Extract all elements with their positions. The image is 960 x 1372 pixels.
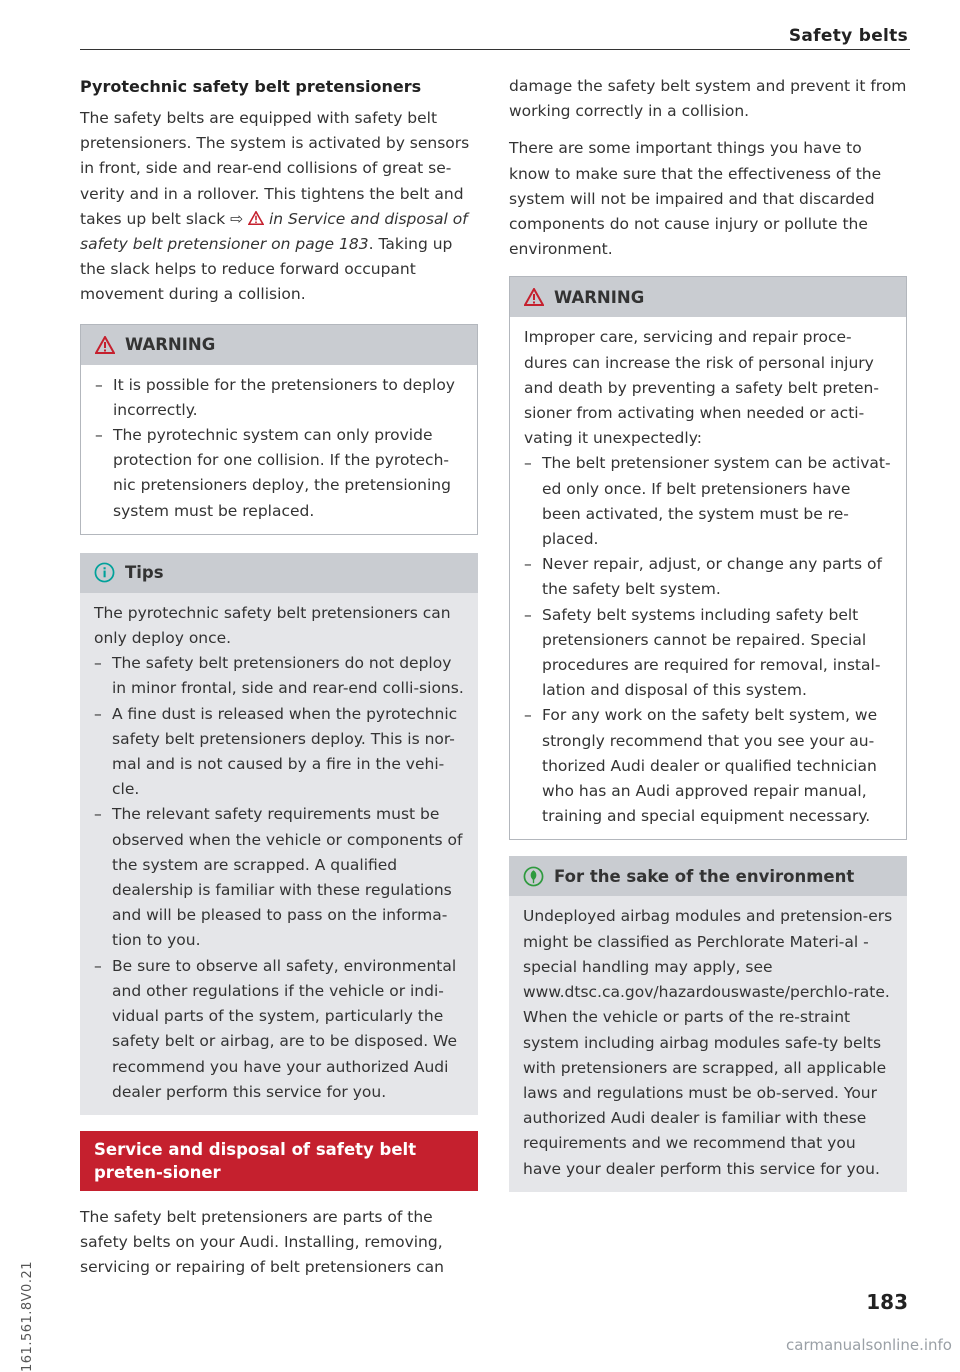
warning-body — [510, 317, 906, 839]
warning-triangle-icon — [248, 211, 264, 225]
warning-intro: Improper care, servicing and repair proce-dures can increase the risk of personal injury and death by preventing a safety belt preten-sioner from activating when needed or acti-vating it unexpectedly: — [524, 328, 879, 448]
intro-text-2: . Taking up the slack helps to reduce forward occupant movement during a collision. — [80, 235, 453, 304]
document-code — [20, 1232, 40, 1372]
tips-box — [80, 553, 478, 1115]
environment-box — [509, 856, 907, 1191]
heading-pyrotechnic: Pyrotechnic safety belt pretensioners — [80, 77, 422, 96]
list-item: – A fine dust is released when the pyrotechnic safety belt pretensioners deploy. This is nor-mal and is not caused by a fire in the vehi-cle. — [94, 702, 464, 803]
list-item: – The safety belt pretensioners do not deploy in minor frontal, side and rear-end colli-sions. — [94, 651, 464, 701]
tips-body — [80, 593, 478, 1115]
list-item: – Safety belt systems including safety belt pretensioners cannot be repaired. Special procedures are required for removal, instal-lation and disposal of this system. — [524, 603, 892, 704]
tips-header — [80, 553, 478, 593]
cross-reference-link[interactable]: in Service and disposal of safety belt pretensioner on page 183 — [80, 209, 468, 254]
warning-box-right — [509, 276, 907, 840]
warning-header — [510, 277, 906, 317]
list-item: – It is possible for the pretensioners to deploy incorrectly. — [95, 373, 463, 423]
right-column — [509, 74, 907, 1192]
list-item: – The relevant safety requirements must be observed when the vehicle or components of the system are scrapped. A qualified dealership is familiar with these regulations and will be pleased to pass on the informa-tion to you. — [94, 802, 464, 953]
warning-triangle-icon — [524, 288, 544, 306]
environment-header — [509, 856, 907, 896]
section-title: Safety belts — [788, 26, 908, 46]
left-column — [80, 74, 478, 1281]
info-circle-icon — [94, 562, 115, 583]
warning-title: WARNING — [554, 287, 645, 307]
warning-body — [81, 365, 477, 534]
list-item: – Never repair, adjust, or change any parts of the safety belt system. — [524, 552, 892, 602]
continued-paragraph: damage the safety belt system and prevent it from working correctly in a collision. — [509, 77, 907, 121]
environment-title: For the sake of the environment — [554, 866, 855, 886]
list-item: – The pyrotechnic system can only provide protection for one collision. If the pyrotech-nic pretensioners deploy, the pretensioning system must be replaced. — [95, 423, 463, 524]
warning-header — [81, 325, 477, 365]
environment-body — [509, 896, 907, 1191]
important-paragraph: There are some important things you have to know to make sure that the effectiveness of the system will not be impaired and that discarded components do not cause injury or pollute the environment. — [509, 139, 882, 259]
list-item: – Be sure to observe all safety, environmental and other regulations if the vehicle or indi-vidual parts of the system, particularly the safety belt or airbag, are to be disposed. We recommend you have your authorized Audi dealer perform this service for you. — [94, 954, 464, 1105]
service-paragraph: The safety belt pretensioners are parts of the safety belts on your Audi. Installing, removing, servicing or repairing of belt pretensioners can — [80, 1207, 444, 1277]
document-code-text: 161.561.8V0.21 — [20, 1261, 35, 1372]
leaf-circle-icon — [523, 866, 544, 887]
service-heading: Service and disposal of safety belt preten-sioner — [80, 1131, 478, 1191]
list-item: – The belt pretensioner system can be activat-ed only once. If belt pretensioners have been activated, the system must be re-placed. — [524, 451, 892, 552]
warning-box-left — [80, 324, 478, 535]
list-item: – For any work on the safety belt system, we strongly recommend that you see your au-thorized Audi dealer or qualified technician who has an Audi approved repair manual, training and special equipment necessary. — [524, 703, 892, 829]
tips-title: Tips — [125, 563, 164, 583]
page-number: 183 — [866, 1290, 908, 1314]
intro-text-1: The safety belts are equipped with safety belt pretensioners. The system is activated by sensors in front, side and rear-end collisions of great se-verity and in a rollover. This tightens the belt and takes up belt slack ⇨ — [80, 109, 470, 228]
header-rule — [80, 49, 910, 50]
environment-text: Undeployed airbag modules and pretension-ers might be classified as Perchlorate Materi-al -special handling may apply, see www.dtsc.ca.gov/hazardouswaste/perchlo-rate. When the vehicle or parts of the re-straint system including airbag modules safe-ty belts with pretensioners are scrapped, all applicable laws and regulations must be ob-served. Your authorized Audi dealer is familiar with these requirements and we recommend that you have your dealer perform this service for you. — [523, 907, 893, 1178]
warning-title: WARNING — [125, 335, 216, 355]
watermark: carmanualsonline.info — [786, 1336, 952, 1354]
intro-paragraph — [80, 106, 478, 308]
warning-triangle-icon — [95, 336, 115, 354]
tips-intro: The pyrotechnic safety belt pretensioners can only deploy once. — [94, 603, 451, 648]
